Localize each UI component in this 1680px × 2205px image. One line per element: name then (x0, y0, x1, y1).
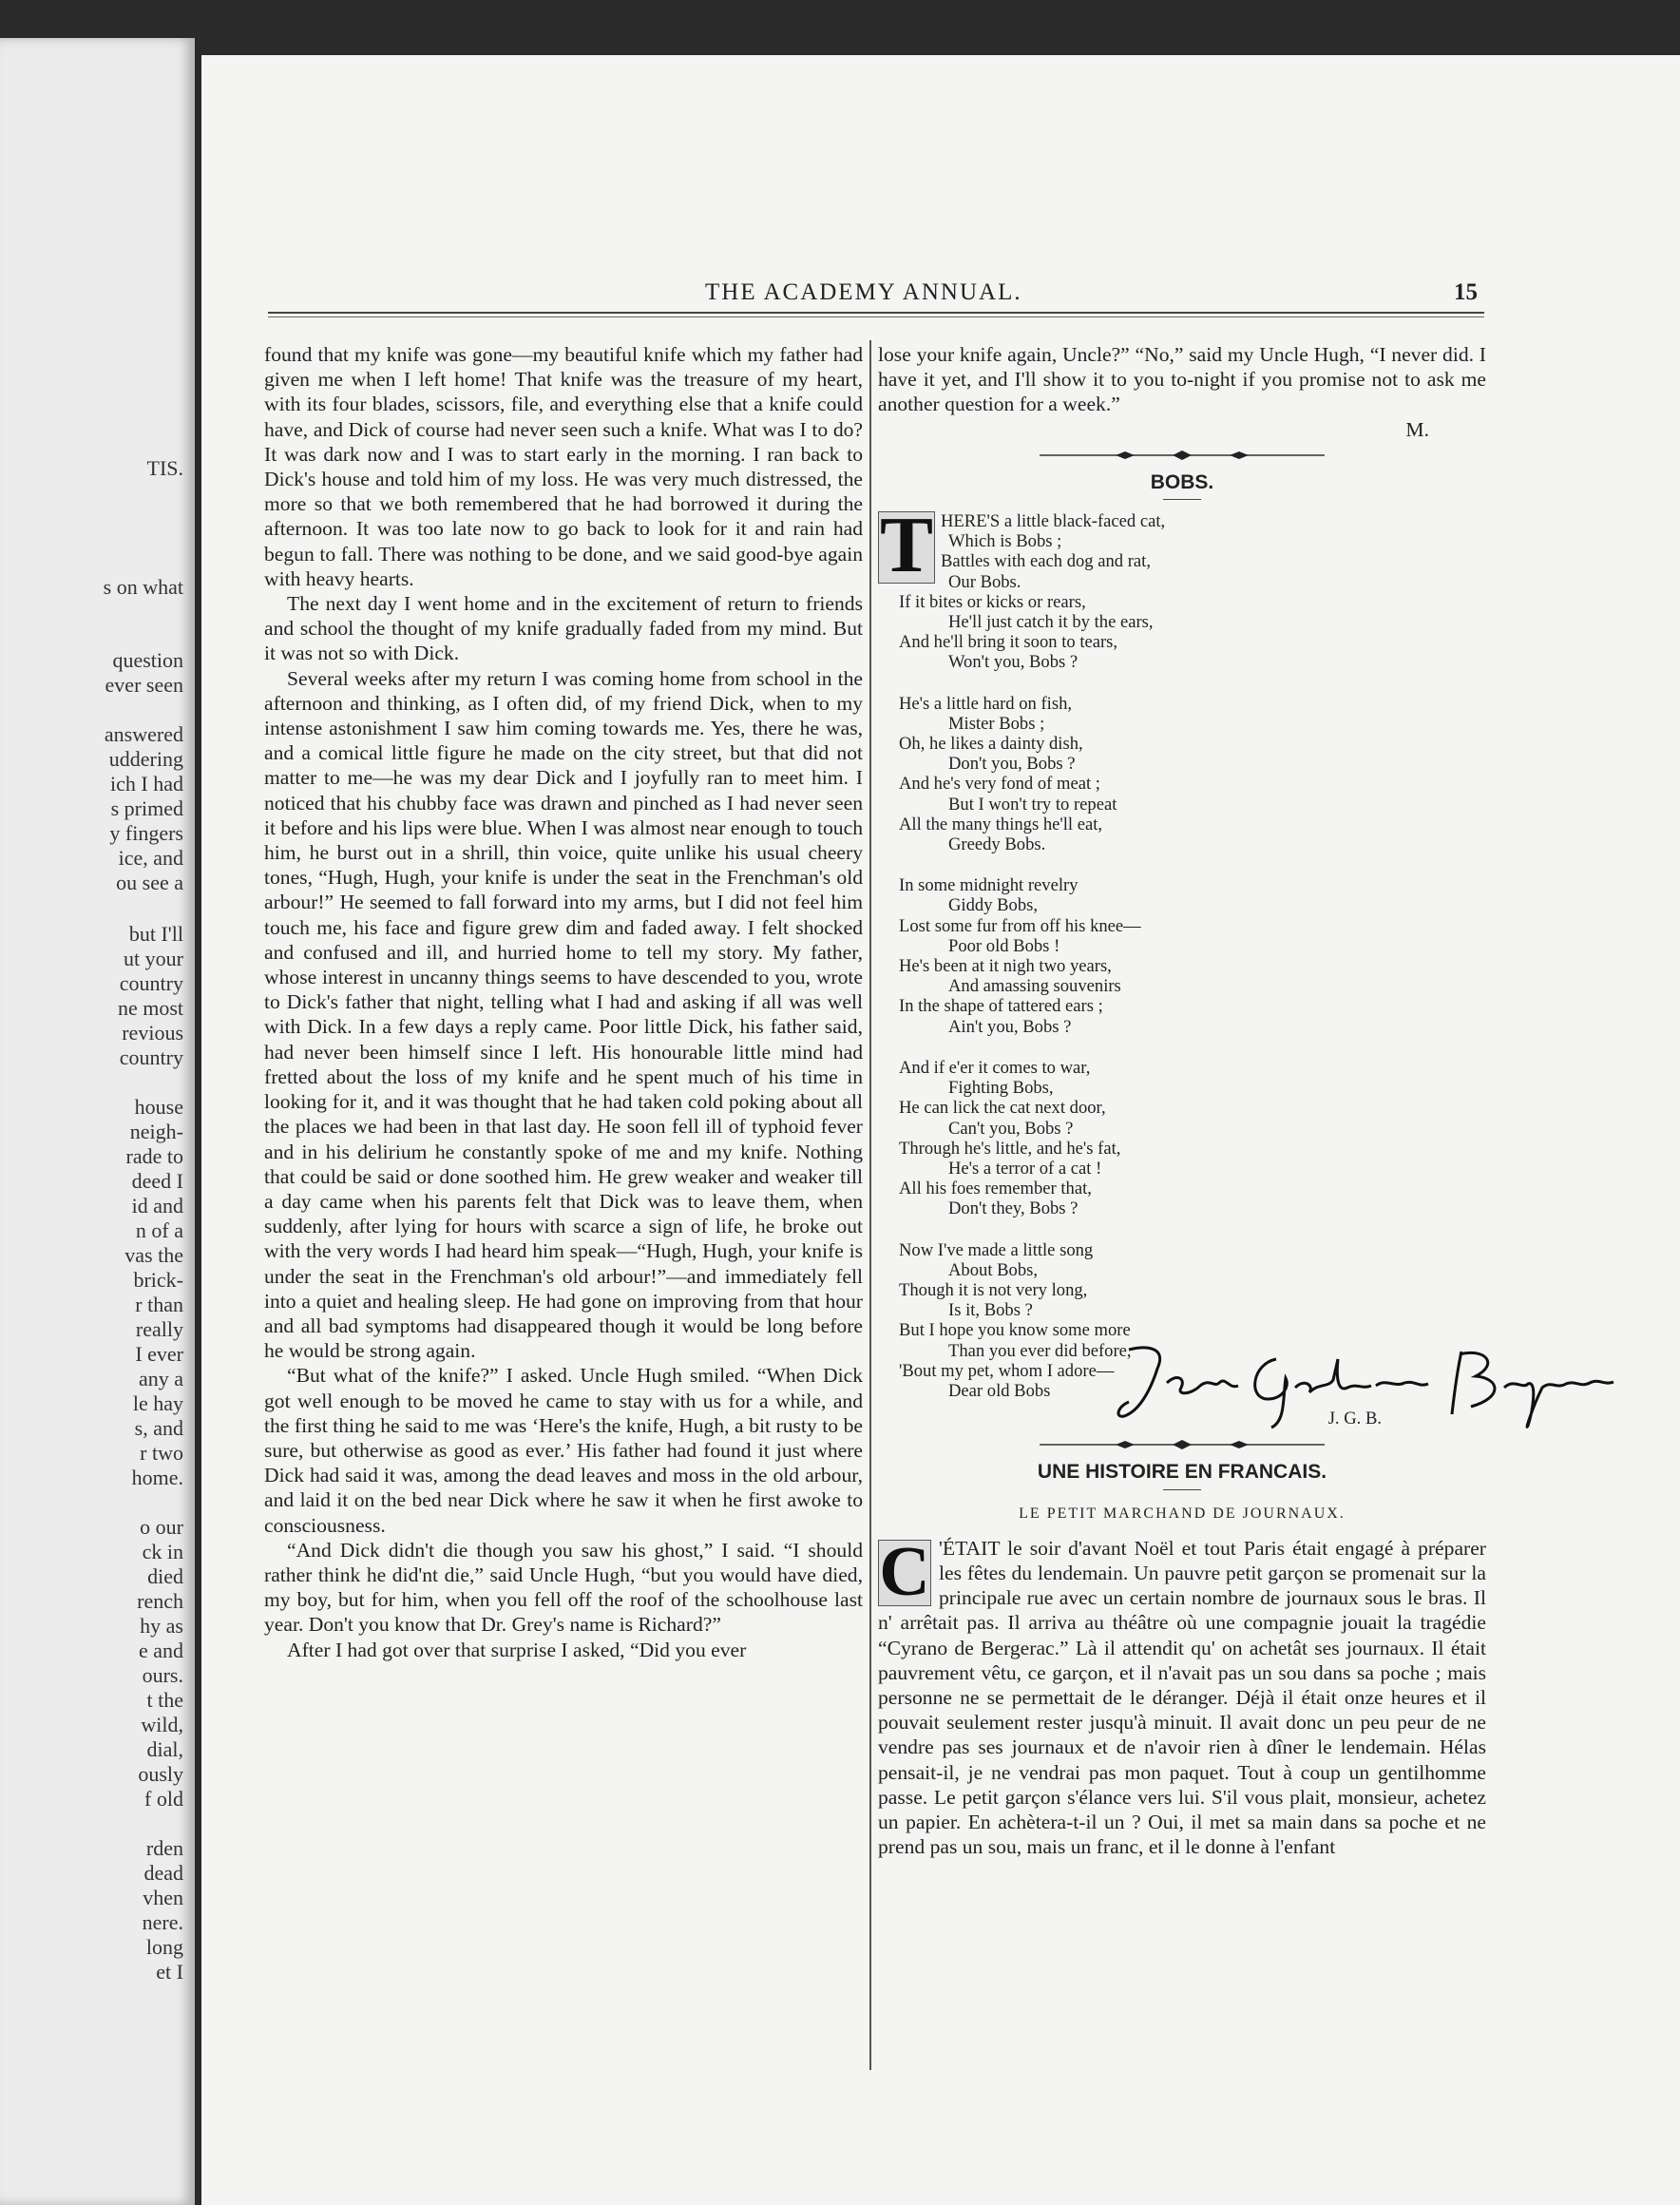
previous-page-text-fragment: rench (137, 1589, 183, 1613)
poem-line: All the many things he'll eat, (899, 814, 1103, 834)
previous-page-text-fragment: vhen (143, 1886, 183, 1909)
poem-line: Through he's little, and he's fat, (899, 1138, 1121, 1159)
poem-line: He's been at it nigh two years, (899, 956, 1112, 977)
column-divider (869, 340, 871, 2070)
poem-line: And he's very fond of meat ; (899, 774, 1100, 795)
previous-page-text-fragment: r two (140, 1441, 183, 1465)
poem-stanza (899, 875, 1486, 1037)
running-header: THE ACADEMY ANNUAL. (705, 279, 1022, 305)
french-story-subtitle: LE PETIT MARCHAND DE JOURNAUX. (1019, 1505, 1346, 1522)
previous-page-text-fragment: dial, (146, 1737, 183, 1761)
poem-line: In some midnight revelry (899, 875, 1079, 896)
right-column (878, 342, 1486, 1859)
poem-line: In the shape of tattered ears ; (899, 996, 1103, 1017)
poem-line: He can lick the cat next door, (899, 1098, 1106, 1119)
poem-line: He's a little hard on fish, (899, 693, 1073, 714)
story-paragraph: “And Dick didn't die though you saw his ghost,” I said. “I should rather think he did'nt die,” said Uncle Hugh, “but you would have died, my boy, but for him, when you fell off the roof of the schoolhouse last year. Don't you know that Dr. Grey's name is Richard?” (264, 1538, 863, 1637)
poem-line: Won't you, Bobs ? (948, 652, 1079, 673)
poem-line: And he'll bring it soon to tears, (899, 632, 1118, 653)
previous-page-text-fragment: t the (146, 1688, 183, 1712)
previous-page-text-fragment: vas the (124, 1243, 183, 1267)
ornament-divider (878, 450, 1486, 461)
poem-stanza (899, 1058, 1486, 1219)
poem-line: And amassing souvenirs (948, 976, 1121, 997)
poem-line: Now I've made a little song (899, 1239, 1094, 1260)
poem-line: Which is Bobs ; (948, 531, 1062, 552)
previous-page-text-fragment: ou see a (116, 871, 183, 894)
previous-page-text-fragment: y fingers (109, 821, 183, 845)
french-story-title: UNE HISTOIRE EN FRANCAIS. (1037, 1461, 1327, 1484)
previous-page-text-fragment: neigh- (129, 1120, 183, 1143)
poem-line: Lost some fur from off his knee— (899, 915, 1141, 936)
story-paragraph: found that my knife was gone—my beautiful knife which my father had given me when I left home! That knife was the treasure of my heart, with its four blades, scissors, file, and everything else that a knife could have, and Dick of course had never seen such a knife. What was I to do? It was dark now and I was to start early in the morning. I ran back to Dick's house and told him of my loss. He was very much distressed, the more so that we both remembered that he had borrowed it during the afternoon. It was too late now to go back to look for it and rain had begun to fall. There was nothing to be done, and we said good-bye again with heavy hearts. (264, 343, 863, 590)
poem-title: BOBS. (1150, 470, 1214, 493)
poem-line: Mister Bobs ; (948, 713, 1045, 734)
poem-line: Ain't you, Bobs ? (948, 1016, 1072, 1037)
poem-stanza (899, 511, 1486, 673)
previous-page-text-fragment: ck in (142, 1540, 183, 1563)
previous-page-text-fragment: wild, (141, 1713, 183, 1736)
previous-page-text-fragment: long (145, 1935, 183, 1959)
left-column (264, 342, 863, 1662)
poem-line: Oh, he likes a dainty dish, (899, 734, 1083, 755)
previous-page-text-fragment: country (119, 971, 183, 995)
story-continuation: lose your knife again, Uncle?” “No,” said my Uncle Hugh, “I never did. I have it yet, and I'll show it to you to-night if you promise not to ask me another question for a week.” (878, 343, 1486, 416)
poem-line: Our Bobs. (948, 571, 1021, 592)
previous-page-text-fragment: really (135, 1317, 183, 1341)
previous-page-text-fragment: s primed (110, 796, 183, 820)
poem-line: Don't you, Bobs ? (948, 754, 1076, 775)
previous-page-edge (0, 38, 195, 2205)
previous-page-text-fragment: TIS. (146, 456, 183, 480)
previous-page-text-fragment: nere. (142, 1910, 183, 1934)
poem-line: But I hope you know some more (899, 1320, 1131, 1341)
previous-page-text-fragment: id and (131, 1194, 183, 1218)
poem-line: Greedy Bobs. (948, 834, 1046, 855)
story-paragraph: “But what of the knife?” I asked. Uncle Hugh smiled. “When Dick got well enough to be moved he came to stay with us for a while, and the first thing he said to me was ‘Here's the knife, Hugh, a bit rusty to be sure, but otherwise as good as ever.’ His father had found it just where Dick had said it was, among the dead leaves and moss in the old arbour, and laid it on the bed near Dick where he saw it when he first awoke to consciousness. (264, 1364, 863, 1537)
previous-page-text-fragment: died (147, 1564, 183, 1588)
previous-page-text-fragment: revious (122, 1021, 183, 1045)
poem-line: HERE'S a little black-faced cat, (941, 511, 1166, 532)
poem-stanza (899, 694, 1486, 855)
title-rule (1163, 1489, 1201, 1490)
poem-line: Giddy Bobs, (948, 895, 1039, 916)
poem-line: All his foes remember that, (899, 1179, 1092, 1199)
previous-page-text-fragment: s on what (103, 575, 183, 599)
previous-page-text-fragment: any a (138, 1367, 183, 1390)
poem (879, 501, 1486, 1401)
previous-page-text-fragment: brick- (133, 1268, 183, 1292)
story-signature: M. (1405, 417, 1429, 441)
poem-line: If it bites or kicks or rears, (899, 591, 1086, 612)
previous-page-text-fragment: ours. (142, 1663, 183, 1687)
poem-line: Dear old Bobs (948, 1380, 1051, 1401)
previous-page-text-fragment: question (112, 648, 183, 672)
previous-page-text-fragment: hy as (140, 1614, 183, 1638)
previous-page-text-fragment: ut your (124, 947, 183, 970)
previous-page-text-fragment: house (134, 1095, 183, 1119)
previous-page-text-fragment: I ever (135, 1342, 183, 1366)
drop-cap-c: C (879, 1532, 930, 1611)
poem-line: About Bobs, (948, 1259, 1039, 1280)
previous-page-text-fragment: o our (140, 1515, 183, 1539)
previous-page-text-fragment: deed I (131, 1169, 183, 1193)
poem-line: But I won't try to repeat (948, 794, 1117, 815)
previous-page-text-fragment: uddering (108, 747, 183, 771)
poem-line: Than you ever did before, (948, 1340, 1132, 1361)
poem-line: Though it is not very long, (899, 1279, 1088, 1300)
french-story-text (878, 1532, 1486, 1860)
previous-page-text-fragment: country (119, 1045, 183, 1069)
ornament-divider (878, 1439, 1486, 1450)
story-paragraph: After I had got over that surprise I asked, “Did you ever (287, 1638, 747, 1661)
poem-line: And if e'er it comes to war, (899, 1057, 1091, 1078)
title-rule (1163, 499, 1201, 500)
poem-signature: J. G. B. (1327, 1409, 1382, 1429)
story-paragraph: The next day I went home and in the excitement of return to friends and school the thought of my knife gradually faded from my mind. But it was not so with Dick. (264, 592, 863, 665)
story-paragraph: Several weeks after my return I was coming home from school in the afternoon and thinking, as I often did, of my friend Dick, when to my intense astonishment I saw him coming towards me. Yes, there he was, and a comical little figure he made on the city street, but that did not matter to me—he was my dear Dick and I joyfully ran to meet him. I noticed that his chubby face was drawn and pinched as I had never seen it before and his lips were blue. When I was almost near enough to touch him, he burst out in a shrill, thin voice, quite unlike his usual cheery tones, “Hugh, Hugh, your knife is under the seat in the Frenchman's old arbour!” He seemed to fall forward into my arms, but I did not feel him touch me, his face and figure grew dim and faded away. I felt shocked and confused and ill, and hurried home to tell my story. My father, whose interest in uncanny things seems to have descended to you, wrote to Dick's father that night, telling what I had and asking if all was well with Dick. In a few days a reply came. Poor little Dick, his father said, had never been himself since I left. His honourable little mind had fretted about the loss of my knife and he spent much of his time in looking for it, and it was thought that he had taken cold poking about all the places we had been in that last day. He soon fell ill of typhoid fever and in his delirium he constantly spoke of me and my knife. Nothing that could be said or done soothed him. He grew weaker and weaker till a day came when his parents felt that Dick was to leave them, when suddenly, after lying for hours with scarce a sign of life, he broke out with the very words I had heard him speak—“Hugh, Hugh, your knife is under the seat in the Frenchman's old arbour!”—and immediately fell into a quiet and healing sleep. He had gone on improving from that hour and all bad symptoms had disappeared though it would be long before he would be strong again. (264, 666, 863, 1363)
previous-page-text-fragment: s, and (134, 1416, 183, 1440)
poem-line: Can't you, Bobs ? (948, 1118, 1074, 1139)
previous-page-text-fragment: le hay (132, 1391, 183, 1415)
previous-page-text-fragment: et I (156, 1960, 183, 1984)
previous-page-text-fragment: rden (145, 1836, 183, 1860)
previous-page-text-fragment: ously (138, 1762, 183, 1786)
poem-line: Fighting Bobs, (948, 1078, 1054, 1099)
previous-page-text-fragment: ever seen (105, 673, 183, 697)
previous-page-text-fragment: but I'll (128, 922, 183, 946)
previous-page-text-fragment: r than (135, 1293, 183, 1316)
poem-line: Is it, Bobs ? (948, 1300, 1033, 1321)
previous-page-text-fragment: e and (138, 1639, 183, 1662)
header-rule (268, 312, 1484, 317)
previous-page-text-fragment: ice, and (118, 846, 183, 870)
poem-line: Battles with each dog and rat, (941, 551, 1151, 572)
previous-page-text-fragment: f old (144, 1787, 183, 1811)
poem-line: Poor old Bobs ! (948, 935, 1060, 956)
previous-page-text-fragment: answered (104, 722, 183, 746)
poem-line: He'll just catch it by the ears, (948, 612, 1154, 633)
previous-page-text-fragment: ich I had (110, 772, 183, 796)
previous-page-text-fragment: home. (131, 1466, 183, 1489)
handwritten-signature (1110, 1340, 1680, 1435)
french-story-body: 'ÉTAIT le soir d'avant Noël et tout Paris était engagé à préparer les fêtes du lendemain. Un pauvre petit garçon se promenait sur la principale rue avec un certain nombre de journaux sous le bras. Il n' arrêtait pas. Il arriva au théâtre où une compagnie jouait la tragédie “Cyrano de Bergerac.” Là il attendit qu' on achetât ses journaux. Il était pauvrement vêtu, ce garçon, et il n'avait pas un sou dans sa poche ; mais personne ne se permettait de le déranger. Déjà il était onze heures et il pouvait seulement rester jusqu'à minuit. Il avait donc un peu peur de ne vendre pas ses journaux et de n'avoir rien à dîner le lendemain. Hélas pensait-il, je ne vendrai pas mon paquet. Tout à coup un gentilhomme passe. Le petit garçon s'élance vers lui. S'il vous plait, monsieur, achetez un papier. En achètera-t-il un ? Oui, il met sa main dans sa poche et ne prend pas un sou, mais un franc, et il le donne à l'enfant (878, 1536, 1486, 1859)
page (201, 55, 1680, 2205)
previous-page-text-fragment: dead (143, 1861, 183, 1885)
poem-line: Don't they, Bobs ? (948, 1198, 1079, 1219)
page-number: 15 (1454, 279, 1478, 305)
previous-page-text-fragment: n of a (135, 1218, 183, 1242)
poem-line: 'Bout my pet, whom I adore— (899, 1360, 1115, 1381)
drop-cap-t: T (879, 501, 934, 590)
previous-page-text-fragment: ne most (117, 996, 183, 1020)
poem-line: He's a terror of a cat ! (948, 1158, 1102, 1179)
previous-page-text-fragment: rade to (125, 1144, 183, 1168)
